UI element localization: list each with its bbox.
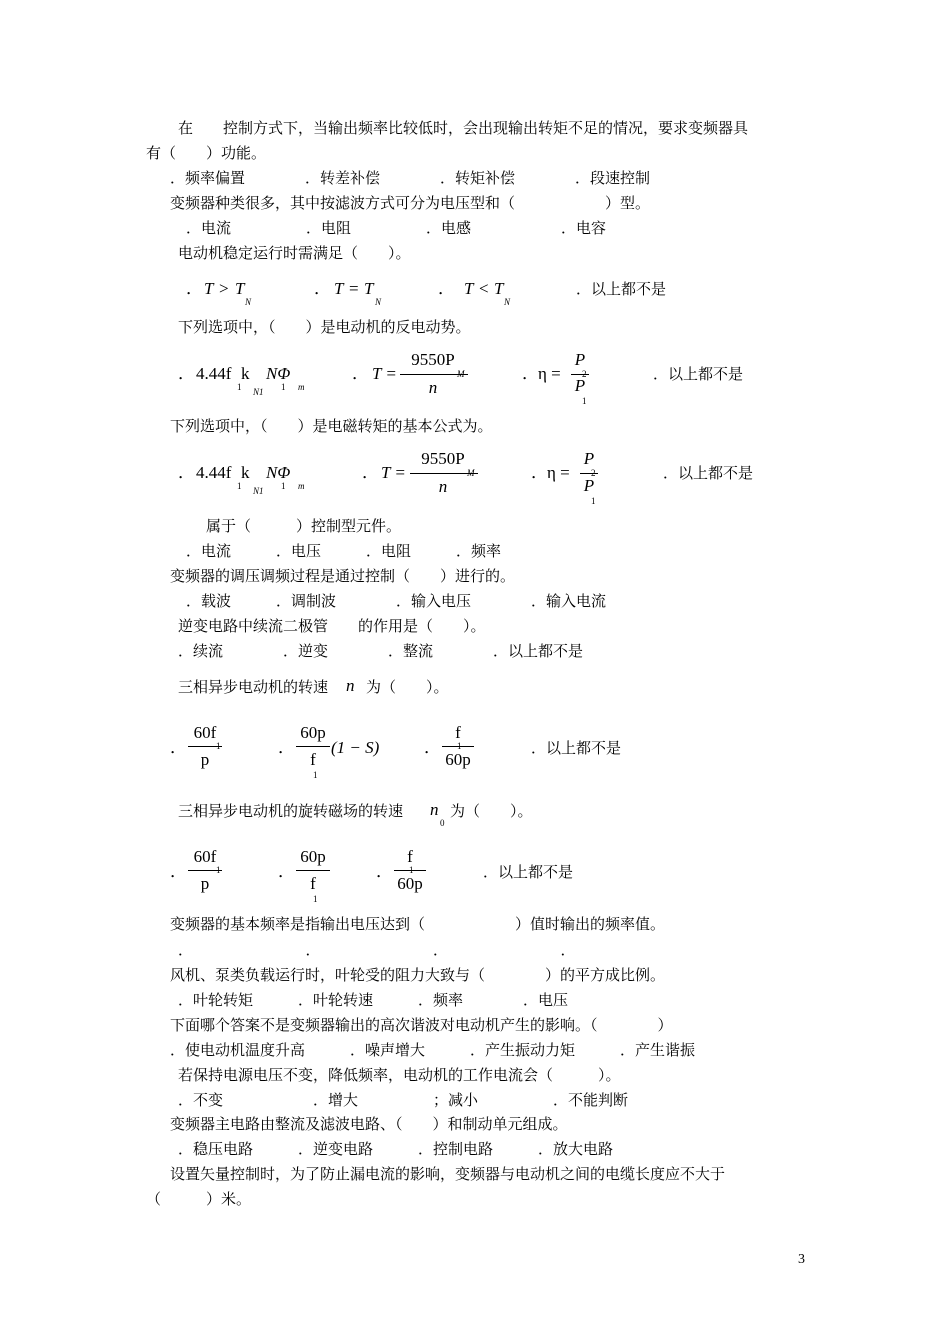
- q9-opt-b-den: f: [310, 750, 316, 769]
- q10-opt-b-sub: 1: [313, 894, 318, 904]
- q14-text: 若保持电源电压不变，降低频率，电动机的工作电流会（ ）。: [178, 1066, 621, 1084]
- q9-n: n: [346, 676, 355, 695]
- q10-n-sub: 0: [440, 818, 445, 828]
- q3-opt-c-dot: ．: [438, 279, 455, 298]
- page-number: 3: [798, 1252, 805, 1267]
- q5-opt-c-eta: η =: [547, 463, 570, 482]
- q16-line2: （ ）米。: [146, 1190, 252, 1208]
- q10-text-a: 三相异步电动机的旋转磁场的转速: [178, 802, 404, 820]
- q10-opt-a-sub: 1: [216, 865, 221, 875]
- q10-opt-c-sub: 1: [409, 865, 414, 875]
- q4-opt-c-dot: ．: [522, 364, 539, 383]
- q4-opt-b-den: n: [428, 378, 438, 397]
- q4-opt-d: ．以上都不是: [653, 365, 744, 383]
- q8-text: 逆变电路中续流二极管 的作用是（ ）。: [178, 617, 486, 635]
- q4-opt-a-subm: m: [298, 382, 305, 392]
- q13-text: 下面哪个答案不是变频器输出的高次谐波对电动机产生的影响。（ ）: [170, 1016, 673, 1034]
- q2-text: 变频器种类很多，其中按滤波方式可分为电压型和（ ）型。: [170, 194, 651, 212]
- q3-opt-c-lt: <: [479, 279, 489, 298]
- q3-opt-b-sub: N: [375, 297, 382, 307]
- q3-opt-c-T: T: [464, 279, 474, 298]
- q5-opt-b-dot: ．: [362, 463, 379, 482]
- q10-opt-a-den: p: [200, 874, 210, 893]
- q3-opt-c-T2: T: [494, 279, 504, 298]
- q10-opt-b-dot: ．: [278, 862, 295, 881]
- q2-options: ．电流 ．电阻 ．电感 ．电容: [186, 219, 607, 237]
- q13-options: ．使电动机温度升高 ．噪声增大 ．产生振动力矩 ．产生谐振: [170, 1041, 696, 1059]
- q3-opt-a-dot: ．: [186, 279, 203, 298]
- q9-opt-b-sub: 1: [313, 770, 318, 780]
- q9-opt-b-num: 60p: [300, 723, 326, 742]
- q4-opt-a-sub1b: 1: [281, 382, 286, 392]
- q9-opt-b-bar: [296, 746, 330, 747]
- q3-opt-a-gt: >: [219, 279, 229, 298]
- q6-options: ．电流 ．电压 ．电阻 ．频率: [186, 542, 502, 560]
- q9-text-a: 三相异步电动机的转速: [178, 678, 329, 696]
- q5-text: 下列选项中，（ ）是电磁转矩的基本公式为。: [170, 417, 493, 435]
- q9-opt-a-dot: ．: [170, 738, 187, 757]
- q10-n: n: [430, 800, 439, 819]
- q11-options: ． ． ． ．: [178, 941, 576, 959]
- q16-line1: 设置矢量控制时，为了防止漏电流的影响，变频器与电动机之间的电缆长度应不大于: [170, 1165, 726, 1183]
- q4-opt-c-num: P: [574, 350, 586, 369]
- q5-opt-c-num: P: [583, 449, 595, 468]
- q4-opt-a-NPhi: NΦ: [266, 364, 291, 383]
- q4-opt-a-sub1: 1: [237, 382, 242, 392]
- q15-options: ．稳压电路 ．逆变电路 ．控制电路 ．放大电路: [178, 1140, 614, 1158]
- q3-opt-b-dot: ．: [314, 279, 331, 298]
- q9-text-b: 为（ ）。: [366, 678, 449, 696]
- q5-opt-b-T: T =: [381, 463, 406, 482]
- q14-options: ．不变 ．增大 ；减小 ．不能判断: [178, 1091, 629, 1109]
- q3-opt-b-T2: T: [364, 279, 374, 298]
- q4-opt-b-num: 9550P: [411, 350, 455, 369]
- q3-opt-c-sub: N: [504, 297, 511, 307]
- q3-text: 电动机稳定运行时需满足（ ）。: [178, 244, 411, 262]
- q10-opt-b-num: 60p: [300, 847, 326, 866]
- q3-opt-a-sub: N: [245, 297, 252, 307]
- q5-opt-a-subN1: N1: [253, 486, 264, 496]
- q10-opt-b-den: f: [310, 874, 316, 893]
- q9-opt-c-sub: 1: [457, 741, 462, 751]
- q4-opt-c-den: P: [574, 376, 586, 395]
- q12-text: 风机、泵类负载运行时，叶轮受的阻力大致与（ ）的平方成比例。: [170, 966, 666, 984]
- q4-opt-b-T: T =: [372, 364, 397, 383]
- q9-opt-c-num: f: [455, 723, 461, 742]
- q4-opt-b-dot: ．: [352, 364, 369, 383]
- q9-opt-a-sub: 1: [216, 741, 221, 751]
- q11-text: 变频器的基本频率是指输出电压达到（ ）值时输出的频率值。: [170, 915, 666, 933]
- q4-opt-c-sub2: 2: [582, 369, 587, 379]
- q1-options: ．频率偏置 ．转差补偿 ．转矩补偿 ．段速控制: [170, 169, 651, 187]
- q3-opt-b-T: T: [334, 279, 344, 298]
- q4-opt-a-k: k: [241, 364, 250, 383]
- q12-options: ．叶轮转矩 ．叶轮转速 ．频率 ．电压: [178, 991, 569, 1009]
- q10-text-b: 为（ ）。: [450, 802, 533, 820]
- q4-opt-c-sub1: 1: [582, 396, 587, 406]
- q9-opt-b-slip: (1 − S): [331, 738, 380, 757]
- q3-opt-b-eq: =: [349, 279, 359, 298]
- q10-opt-a-num: 60f: [193, 847, 217, 866]
- q4-opt-b-subM: M: [457, 369, 465, 379]
- q10-opt-c-num: f: [407, 847, 413, 866]
- q5-opt-b-den: n: [438, 477, 448, 496]
- q9-opt-a-den: p: [200, 750, 210, 769]
- q9-opt-a-num: 60f: [193, 723, 217, 742]
- q5-opt-a-k: k: [241, 463, 250, 482]
- q9-opt-c-den: 60p: [445, 750, 471, 769]
- q4-opt-c-eta: η =: [538, 364, 561, 383]
- q10-opt-a-dot: ．: [170, 862, 187, 881]
- q4-text: 下列选项中，（ ）是电动机的反电动势。: [178, 318, 471, 336]
- q5-opt-a-dot: ．: [178, 463, 195, 482]
- q3-opt-d: ．以上都不是: [576, 280, 667, 298]
- q6-text: 属于（ ）控制型元件。: [206, 517, 402, 535]
- q5-opt-a-subm: m: [298, 481, 305, 491]
- q4-opt-a-subN1: N1: [253, 387, 264, 397]
- q5-opt-c-den: P: [583, 476, 595, 495]
- q9-opt-c-dot: ．: [424, 738, 441, 757]
- q15-text: 变频器主电路由整流及滤波电路、（ ）和制动单元组成。: [170, 1115, 568, 1133]
- q5-opt-a-emf: 4.44f: [196, 463, 232, 482]
- q5-opt-a-sub1b: 1: [281, 481, 286, 491]
- q5-opt-a-sub1: 1: [237, 481, 242, 491]
- q3-opt-a-T: T: [204, 279, 214, 298]
- q5-opt-a-NPhi: NΦ: [266, 463, 291, 482]
- q10-opt-c-dot: ．: [376, 862, 393, 881]
- q8-options: ．续流 ．逆变 ．整流 ．以上都不是: [178, 642, 584, 660]
- q1-line1: 在 控制方式下，当输出频率比较低时，会出现输出转矩不足的情况，要求变频器具: [178, 119, 749, 137]
- q4-opt-a-dot: ．: [178, 364, 195, 383]
- q5-opt-c-sub1: 1: [591, 496, 596, 506]
- q5-opt-d: ．以上都不是: [663, 464, 754, 482]
- q4-opt-a-emf: 4.44f: [196, 364, 232, 383]
- q9-opt-d: ．以上都不是: [531, 739, 622, 757]
- q9-opt-b-dot: ．: [278, 738, 295, 757]
- q7-text: 变频器的调压调频过程是通过控制（ ）进行的。: [170, 567, 516, 585]
- q1-line2: 有（ ）功能。: [146, 144, 267, 162]
- q10-opt-d: ．以上都不是: [483, 863, 574, 881]
- q5-opt-b-subM: M: [467, 468, 475, 478]
- q5-opt-c-sub2: 2: [591, 468, 596, 478]
- q7-options: ．载波 ．调制波 ．输入电压 ．输入电流: [186, 592, 607, 610]
- q3-opt-a-T2: T: [235, 279, 245, 298]
- q10-opt-b-bar: [296, 870, 330, 871]
- q5-opt-b-num: 9550P: [421, 449, 465, 468]
- q5-opt-c-dot: ．: [531, 463, 548, 482]
- q10-opt-c-den: 60p: [397, 874, 423, 893]
